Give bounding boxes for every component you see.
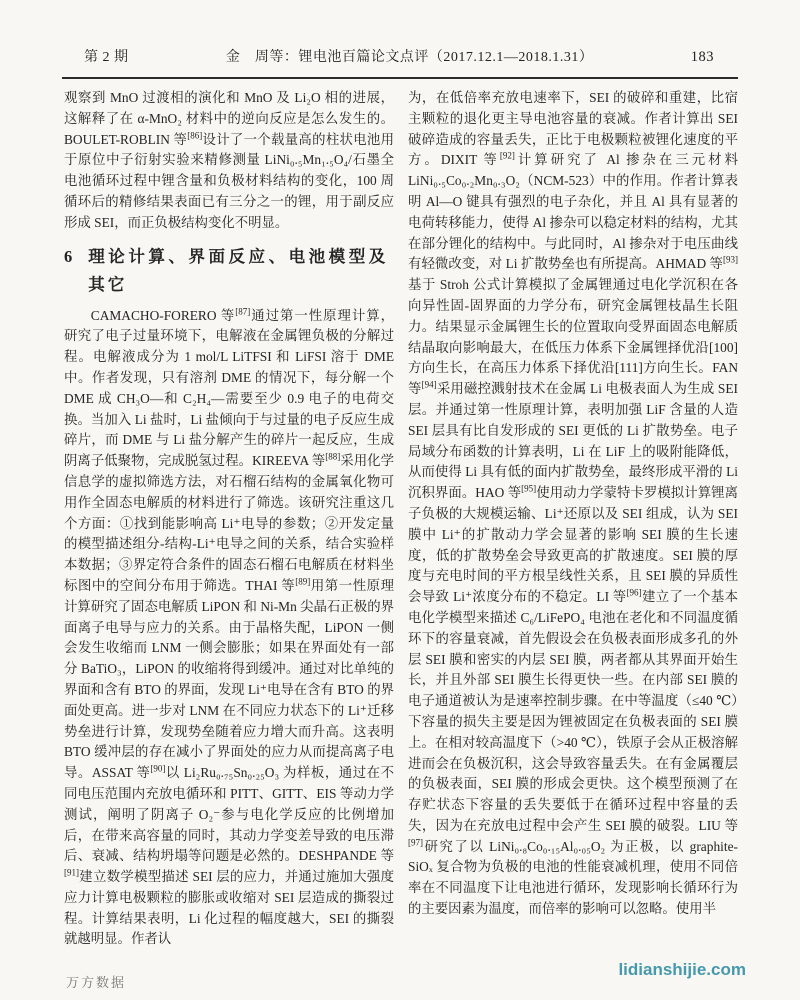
issue-label: 第 2 期: [84, 50, 129, 65]
lidianshijie-watermark: lidianshijie.com: [618, 960, 746, 979]
running-title: 金 周等：锂电池百篇论文点评（2017.12.1—2018.1.31）: [225, 50, 594, 65]
wanfang-data-watermark: 万方数据: [66, 975, 127, 990]
right-column: [408, 88, 738, 950]
page-header: [62, 46, 738, 66]
text-columns: [64, 88, 738, 950]
header-rule: [62, 77, 738, 79]
right-body-paragraph: 为，在低倍率充放电速率下，SEI 的破碎和重建，比宿主颗粒的退化更主导电池容量的衰减。作者计算出 SEI 破碎造成的容量丢失，正比于电极颗粒被锂化速度的平方。DIXIT 等[92]计算研究了 Al 掺杂在三元材料 LiNi₀.₅Co₀.₂Mn₀.₃O₂（NCM-523）中的作用。作者计算表明 Al—O 键具有强烈的电子杂化，并且 Al 具有显著的电荷转移能力，使得 Al 掺杂可以稳定材料的结构，尤其在部分锂化的结构中。与此同时，Al 掺杂对于电压曲线有轻微改变，对 Li 扩散势垒也有所提高。AHMAD 等[93]基于 Stroh 公式计算模拟了金属锂通过电化学沉积在各向异性固-固界面的力学分布，研究金属锂枝晶生长阻力。结果显示金属锂生长的位置取向受界面固态电解质结晶取向影响最大，在低压力体系下金属锂择优沿[100]方向生长，在高压力体系下择优沿[111]方向生长。FAN 等[94]采用磁控溅射技术在金属 Li 电极表面人为生成 SEI 层。并通过第一性原理计算，表明加强 LiF 含量的人造 SEI 层具有比自发形成的 SEI 更低的 Li 扩散势垒。电子局域分布函数的计算表明，Li 在 LiF 上的吸附能降低，从而使得 Li 具有低的面内扩散势垒，最终形成平滑的 Li 沉积界面。HAO 等[95]使用动力学蒙特卡罗模拟计算锂离子负极的大规模运输、Li⁺还原以及 SEI 组成，认为 SEI 膜中 Li⁺的扩散动力学会显著的影响 SEI 膜的生长速度，低的扩散势垒会导致更高的扩散速度。SEI 膜的厚度与充电时间的平方根呈线性关系，且 SEI 膜的异质性会导致 Li⁺浓度分布的不稳定。LI 等[96]建立了一个基本电化学模型来描述 C₆/LiFePO₄ 电池在老化和不同温度循环下的容量衰减，首先假设会在负极表面形成多孔的外层 SEI 膜和密实的内层 SEI 膜，两者都从其界面开始生长，并且外部 SEI 膜生长得更快一些。在内部 SEI 膜的电子通道被认为是速率控制步骤。在中等温度（≤40 ℃）下容量的损失主要是因为锂被固定在负极表面的 SEI 膜上。在相对较高温度下（>40 ℃），铁原子会从正极溶解进而会在负极沉积，这会导致容量丢失。在有金属覆层的负极表面，SEI 膜的形成会更快。这个模型预测了在存贮状态下容量的丢失要低于在循环过程中容量的丢失，因为在充放电过程中会产生 SEI 膜的破裂。LIU 等[97]研究了以 LiNi₀.₈Co₀.₁₅Al₀.₀₅O₂ 为正极，以 graphite-SiOₓ 复合物为负极的电池的性能衰减机理，使用不同倍率在不同温度下让电池进行循环，发现影响长循环行为的主要因素为温度，而倍率的影响可以忽略。使用半: [408, 90, 739, 917]
section-number: 6: [64, 246, 73, 266]
continued-paragraph: 观察到 MnO 过渡相的演化和 MnO 及 Li₂O 相的进展，这解释了在 α-MnO₂ 材料中的逆向反应是怎么发生的。BOULET-ROBLIN 等[86]设计了一个载量高的柱状电池用于原位中子衍射实验来精修测量 LiNi₀.₅Mn₁.₅O₄/石墨全电池循环过程中锂含量和负极材料结构的变化，100 周循环后的精修结果表面已有三分之一的锂，用于副反应形成 SEI，而正负极结构变化不明显。: [64, 90, 394, 230]
left-column: [64, 88, 394, 950]
section-title: 理论计算、界面反应、电池模型及其它: [88, 246, 389, 294]
left-body-paragraph: CAMACHO-FORERO 等[87]通过第一性原理计算，研究了电子过量环境下，电解液在金属锂负极的分解过程。电解液成分为 1 mol/L LiTFSI 和 LiFSI 溶于 DME 中。作者发现，只有溶剂 DME 的情况下，每分解一个 DME 成 CH₃O—和 C₂H₄—需要至少 0.9 电子的电荷交换。当加入 Li 盐时，Li 盐倾向于与过量的电子反应生成碎片，而 DME 与 Li 盐分解产生的碎片一起反应，生成阴离子低聚物，完成脱氢过程。KIREEVA 等[88]采用化学信息学的虚拟筛选方法，对石榴石结构的金属氧化物可用作全固态电解质的材料进行了筛选。该研究注重这几个方面：①找到能影响高 Li⁺电导的参数；②开发定量的模型描述组分-结构-Li⁺电导之间的关系，结合实验样本数据；③界定符合条件的固态石榴石电解质在材料坐标图中的空间分布用于筛选。THAI 等[89]用第一性原理计算研究了固态电解质 LiPON 和 Ni-Mn 尖晶石正极的界面离子电导与应力的关系。由于晶格失配，LiPON 一侧会发生收缩而 LNM 一侧会膨胀；如果在界面处有一部分 BaTiO₃，LiPON 的收缩将得到缓冲。通过对比单纯的界面和含有 BTO 的界面，发现 Li⁺电导在含有 BTO 的界面处更高。进一步对 LNM 在不同应力状态下的 Li⁺迁移势垒进行计算，发现势垒随着应力增大而升高。这表明 BTO 缓冲层的存在减小了界面处的应力从而提高离子电导。ASSAT 等[90]以 Li₂Ru₀.₇₅Sn₀.₂₅O₃ 为样板，通过在不同电压范围内充放电循环和 PITT、GITT、EIS 等动力学测试，阐明了阴离子 O₂⁻参与电化学反应的比例增加后，在带来高容量的同时，其动力学变差导致的电压滞后、衰减、结构坍塌等问题是必然的。DESHPANDE 等[91]建立数学模型描述 SEI 层的应力，并通过施加大强度应力计算电极颗粒的膨胀或收缩对 SEI 层造成的撕裂过程。计算结果表明，Li 化过程的幅度越大，SEI 的撕裂就越明显。作者认: [64, 306, 394, 947]
page-number: 183: [690, 49, 714, 65]
section-heading: [64, 243, 394, 299]
